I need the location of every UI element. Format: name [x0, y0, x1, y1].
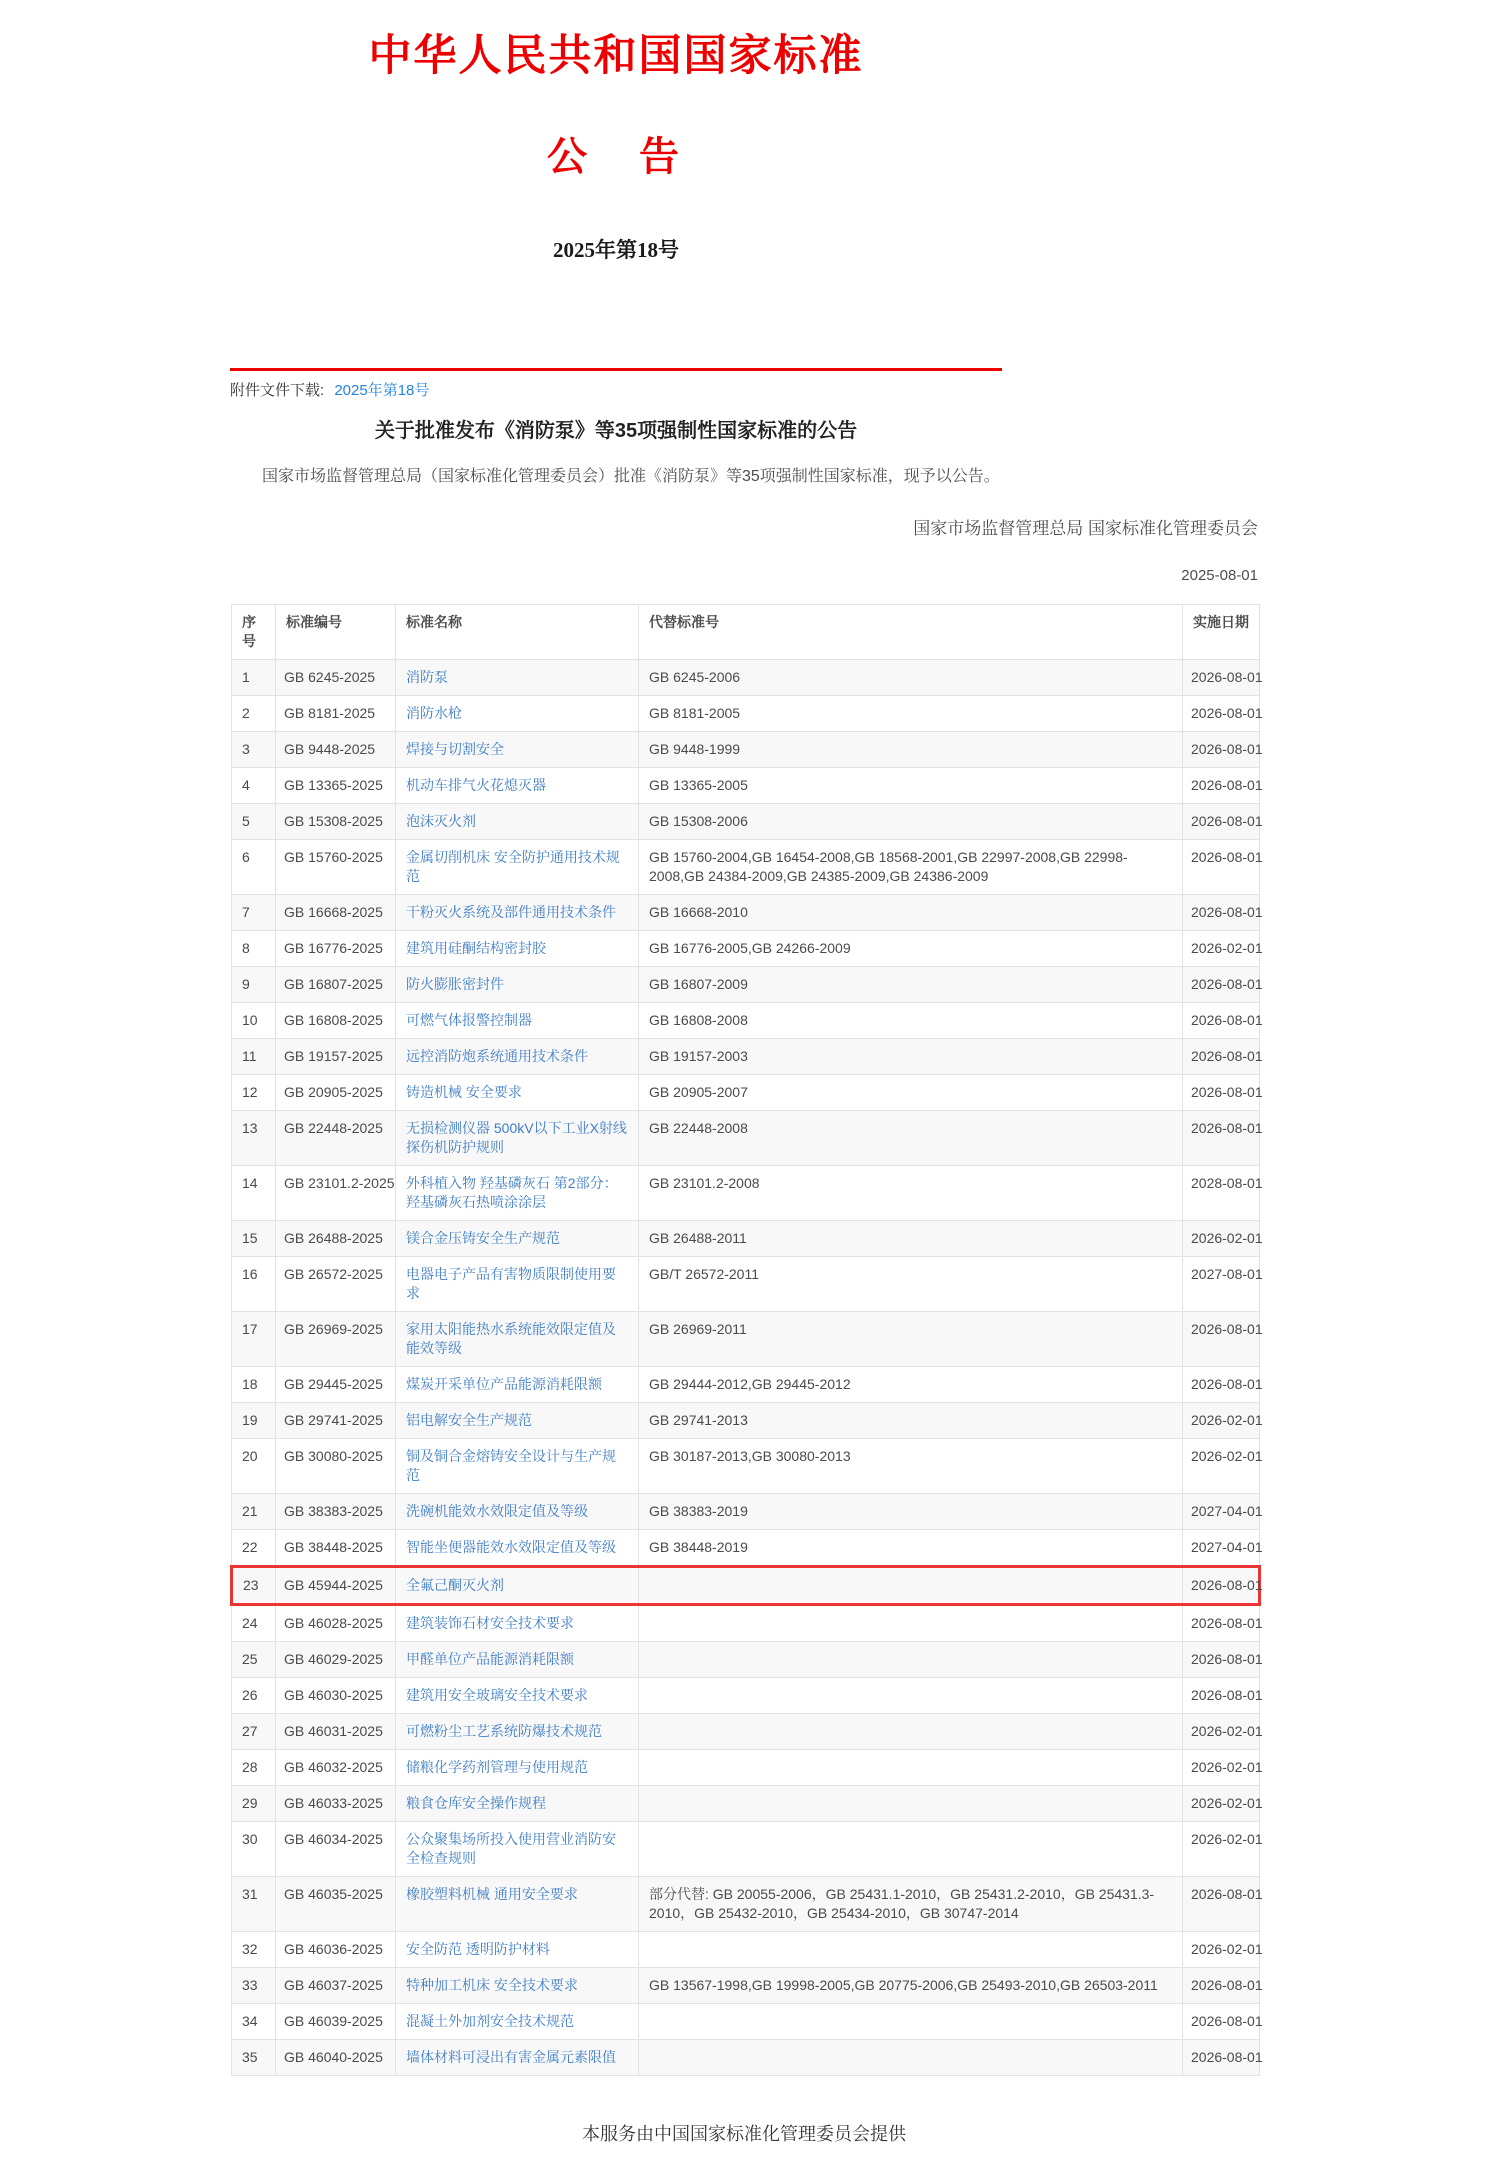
row-standard-code: GB 13365-2025: [276, 768, 396, 804]
row-implementation-date: 2026-08-01: [1183, 1039, 1260, 1075]
col-header-replaces: 代替标准号: [639, 605, 1183, 660]
notice-body: 国家市场监督管理总局（国家标准化管理委员会）批准《消防泵》等35项强制性国家标准，现予以公告。: [262, 468, 1000, 485]
red-divider: [230, 368, 1002, 371]
table-row: [232, 1822, 1260, 1877]
footer-note: 本服务由中国国家标准化管理委员会提供: [582, 2124, 906, 2144]
row-standard-name: [396, 1075, 639, 1111]
row-replaced-standards: GB 15308-2006: [639, 804, 1183, 840]
table-row: [232, 1367, 1260, 1403]
row-seq: 12: [232, 1075, 276, 1111]
row-implementation-date: 2026-08-01: [1183, 1111, 1260, 1166]
row-implementation-date: 2026-02-01: [1183, 1750, 1260, 1786]
row-standard-name: [396, 1039, 639, 1075]
issue-number: 2025年第18号: [553, 238, 679, 262]
table-row: [232, 1567, 1260, 1605]
row-replaced-standards: GB 38448-2019: [639, 1530, 1183, 1567]
standard-name-link[interactable]: 防火膨胀密封件: [406, 976, 504, 992]
table-row: [232, 931, 1260, 967]
standard-name-link[interactable]: 干粉灭火系统及部件通用技术条件: [406, 904, 616, 920]
standard-name-link[interactable]: 安全防范 透明防护材料: [406, 1941, 550, 1957]
standard-name-link[interactable]: 墙体材料可浸出有害金属元素限值: [406, 2049, 616, 2065]
col-header-seq: 序号: [232, 605, 276, 660]
row-replaced-standards: [639, 1678, 1183, 1714]
row-seq: 2: [232, 696, 276, 732]
row-replaced-standards: GB 29444-2012,GB 29445-2012: [639, 1367, 1183, 1403]
row-standard-code: GB 16776-2025: [276, 931, 396, 967]
row-seq: 22: [232, 1530, 276, 1567]
col-header-code: 标准编号: [276, 605, 396, 660]
row-standard-code: GB 8181-2025: [276, 696, 396, 732]
col-header-date: 实施日期: [1183, 605, 1260, 660]
standard-name-link[interactable]: 特种加工机床 安全技术要求: [406, 1977, 578, 1993]
row-replaced-standards: GB 16668-2010: [639, 895, 1183, 931]
row-standard-code: GB 46039-2025: [276, 2004, 396, 2040]
row-standard-name: [396, 1403, 639, 1439]
standard-name-link[interactable]: 金属切削机床 安全防护通用技术规范: [406, 849, 620, 884]
standard-name-link[interactable]: 镁合金压铸安全生产规范: [406, 1230, 560, 1246]
row-standard-code: GB 46036-2025: [276, 1932, 396, 1968]
row-implementation-date: 2026-08-01: [1183, 1003, 1260, 1039]
row-replaced-standards: GB 8181-2005: [639, 696, 1183, 732]
row-replaced-standards: GB 16807-2009: [639, 967, 1183, 1003]
row-standard-name: [396, 1111, 639, 1166]
row-standard-code: GB 46040-2025: [276, 2040, 396, 2076]
row-replaced-standards: GB 22448-2008: [639, 1111, 1183, 1166]
row-standard-name: [396, 804, 639, 840]
row-replaced-standards: [639, 1567, 1183, 1605]
row-seq: 32: [232, 1932, 276, 1968]
table-row: [232, 1530, 1260, 1567]
table-row: [232, 1439, 1260, 1494]
row-seq: 4: [232, 768, 276, 804]
row-implementation-date: 2026-02-01: [1183, 1714, 1260, 1750]
row-implementation-date: 2026-08-01: [1183, 967, 1260, 1003]
row-implementation-date: 2026-08-01: [1183, 2040, 1260, 2076]
table-row: [232, 1678, 1260, 1714]
row-standard-code: GB 38448-2025: [276, 1530, 396, 1567]
row-implementation-date: 2026-08-01: [1183, 895, 1260, 931]
row-implementation-date: 2026-08-01: [1183, 768, 1260, 804]
row-implementation-date: 2026-02-01: [1183, 1403, 1260, 1439]
row-standard-code: GB 22448-2025: [276, 1111, 396, 1166]
row-replaced-standards: [639, 1786, 1183, 1822]
table-row: [232, 1494, 1260, 1530]
row-standard-name: [396, 1439, 639, 1494]
standard-name-link[interactable]: 建筑用硅酮结构密封胶: [406, 940, 546, 956]
row-standard-name: [396, 1678, 639, 1714]
standard-name-link[interactable]: 橡胶塑料机械 通用安全要求: [406, 1886, 578, 1902]
table-row: [232, 1403, 1260, 1439]
table-row: [232, 1642, 1260, 1678]
issuer-signature: 国家市场监督管理总局 国家标准化管理委员会: [913, 519, 1258, 538]
row-standard-name: [396, 1003, 639, 1039]
row-implementation-date: 2026-08-01: [1183, 1567, 1260, 1605]
row-standard-name: [396, 2004, 639, 2040]
row-seq: 5: [232, 804, 276, 840]
table-row: [232, 804, 1260, 840]
row-standard-code: GB 6245-2025: [276, 660, 396, 696]
standard-name-link[interactable]: 消防泵: [406, 669, 448, 685]
row-replaced-standards: GB 13567-1998,GB 19998-2005,GB 20775-2006,GB 25493-2010,GB 26503-2011: [639, 1968, 1183, 2004]
row-replaced-standards: GB 6245-2006: [639, 660, 1183, 696]
table-row: [232, 2004, 1260, 2040]
row-standard-code: GB 23101.2-2025: [276, 1166, 396, 1221]
row-standard-code: GB 16808-2025: [276, 1003, 396, 1039]
row-seq: 9: [232, 967, 276, 1003]
row-standard-code: GB 45944-2025: [276, 1567, 396, 1605]
row-seq: 3: [232, 732, 276, 768]
table-row: [232, 895, 1260, 931]
row-seq: 15: [232, 1221, 276, 1257]
row-seq: 10: [232, 1003, 276, 1039]
row-standard-code: GB 46033-2025: [276, 1786, 396, 1822]
row-standard-name: [396, 696, 639, 732]
standard-name-link[interactable]: 焊接与切割安全: [406, 741, 504, 757]
row-standard-name: [396, 768, 639, 804]
table-row: [232, 1075, 1260, 1111]
row-replaced-standards: GB 19157-2003: [639, 1039, 1183, 1075]
row-seq: 31: [232, 1877, 276, 1932]
standard-name-link[interactable]: 铸造机械 安全要求: [406, 1084, 522, 1100]
row-standard-code: GB 46031-2025: [276, 1714, 396, 1750]
row-standard-code: GB 46037-2025: [276, 1968, 396, 2004]
table-header-row: [232, 605, 1260, 660]
row-replaced-standards: GB 13365-2005: [639, 768, 1183, 804]
row-implementation-date: 2026-08-01: [1183, 1312, 1260, 1367]
attachment-label: 附件文件下载:: [230, 382, 325, 399]
table-row: [232, 732, 1260, 768]
row-standard-name: [396, 1166, 639, 1221]
row-replaced-standards: GB 20905-2007: [639, 1075, 1183, 1111]
standard-name-link[interactable]: 建筑用安全玻璃安全技术要求: [406, 1687, 588, 1703]
standard-name-link[interactable]: 泡沫灭火剂: [406, 813, 476, 829]
row-standard-code: GB 26969-2025: [276, 1312, 396, 1367]
row-replaced-standards: GB 16808-2008: [639, 1003, 1183, 1039]
row-seq: 19: [232, 1403, 276, 1439]
row-standard-name: [396, 1968, 639, 2004]
row-implementation-date: 2026-08-01: [1183, 660, 1260, 696]
row-standard-name: [396, 1494, 639, 1530]
row-implementation-date: 2026-08-01: [1183, 1642, 1260, 1678]
row-replaced-standards: [639, 2040, 1183, 2076]
row-standard-name: [396, 931, 639, 967]
table-row: [232, 1257, 1260, 1312]
standard-name-link[interactable]: 建筑装饰石材安全技术要求: [406, 1615, 574, 1631]
col-header-name: 标准名称: [396, 605, 639, 660]
row-implementation-date: 2026-08-01: [1183, 1367, 1260, 1403]
standard-name-link[interactable]: 电器电子产品有害物质限制使用要求: [406, 1266, 616, 1301]
page-title: 中华人民共和国国家标准: [368, 33, 864, 80]
row-standard-name: [396, 1312, 639, 1367]
table-row: [232, 660, 1260, 696]
row-standard-code: GB 15308-2025: [276, 804, 396, 840]
row-replaced-standards: GB 38383-2019: [639, 1494, 1183, 1530]
row-replaced-standards: GB 30187-2013,GB 30080-2013: [639, 1439, 1183, 1494]
row-standard-code: GB 30080-2025: [276, 1439, 396, 1494]
table-row: [232, 2040, 1260, 2076]
row-seq: 1: [232, 660, 276, 696]
row-replaced-standards: GB 26488-2011: [639, 1221, 1183, 1257]
attachment-row: [230, 379, 1002, 400]
row-standard-name: [396, 1367, 639, 1403]
attachment-link[interactable]: 2025年第18号: [334, 382, 430, 399]
table-row: [232, 1714, 1260, 1750]
row-implementation-date: 2026-02-01: [1183, 1439, 1260, 1494]
row-replaced-standards: 部分代替: GB 20055-2006，GB 25431.1-2010，GB 25431.2-2010，GB 25431.3-2010，GB 25432-2010，GB 25434-2010，GB 30747-2014: [639, 1877, 1183, 1932]
standard-name-link[interactable]: 粮食仓库安全操作规程: [406, 1795, 546, 1811]
table-row: [232, 1877, 1260, 1932]
notice-title: 关于批准发布《消防泵》等35项强制性国家标准的公告: [374, 420, 858, 442]
standard-name-link[interactable]: 可燃气体报警控制器: [406, 1012, 532, 1028]
row-standard-code: GB 19157-2025: [276, 1039, 396, 1075]
table-row: [232, 768, 1260, 804]
row-replaced-standards: [639, 1822, 1183, 1877]
row-seq: 6: [232, 840, 276, 895]
standard-name-link[interactable]: 洗碗机能效水效限定值及等级: [406, 1503, 588, 1519]
table-row: [232, 1750, 1260, 1786]
row-implementation-date: 2026-08-01: [1183, 696, 1260, 732]
row-seq: 18: [232, 1367, 276, 1403]
row-replaced-standards: GB 23101.2-2008: [639, 1166, 1183, 1221]
row-standard-code: GB 9448-2025: [276, 732, 396, 768]
standards-table: [230, 604, 1261, 2076]
standard-name-link[interactable]: 储粮化学药剂管理与使用规范: [406, 1759, 588, 1775]
row-standard-code: GB 20905-2025: [276, 1075, 396, 1111]
row-standard-name: [396, 660, 639, 696]
row-seq: 26: [232, 1678, 276, 1714]
row-replaced-standards: GB 16776-2005,GB 24266-2009: [639, 931, 1183, 967]
row-implementation-date: 2026-08-01: [1183, 1968, 1260, 2004]
row-standard-name: [396, 1786, 639, 1822]
row-standard-code: GB 46034-2025: [276, 1822, 396, 1877]
row-replaced-standards: [639, 1932, 1183, 1968]
table-row: [232, 696, 1260, 732]
row-seq: 30: [232, 1822, 276, 1877]
row-seq: 23: [232, 1567, 276, 1605]
row-seq: 34: [232, 2004, 276, 2040]
row-implementation-date: 2026-02-01: [1183, 1822, 1260, 1877]
standard-name-link[interactable]: 甲醛单位产品能源消耗限额: [406, 1651, 574, 1667]
row-seq: 25: [232, 1642, 276, 1678]
row-implementation-date: 2026-08-01: [1183, 1678, 1260, 1714]
row-standard-name: [396, 1221, 639, 1257]
row-seq: 20: [232, 1439, 276, 1494]
row-standard-name: [396, 1567, 639, 1605]
row-standard-code: GB 46030-2025: [276, 1678, 396, 1714]
table-row: [232, 1312, 1260, 1367]
standard-name-link[interactable]: 外科植入物 羟基磷灰石 第2部分：羟基磷灰石热喷涂涂层: [406, 1175, 618, 1210]
row-implementation-date: 2026-02-01: [1183, 1786, 1260, 1822]
table-row: [232, 1932, 1260, 1968]
row-standard-code: GB 29445-2025: [276, 1367, 396, 1403]
row-standard-name: [396, 2040, 639, 2076]
row-implementation-date: 2026-02-01: [1183, 1221, 1260, 1257]
row-seq: 33: [232, 1968, 276, 2004]
row-seq: 27: [232, 1714, 276, 1750]
row-standard-code: GB 46028-2025: [276, 1605, 396, 1642]
table-row: [232, 1003, 1260, 1039]
row-standard-code: GB 26488-2025: [276, 1221, 396, 1257]
table-row: [232, 967, 1260, 1003]
row-replaced-standards: [639, 1642, 1183, 1678]
row-replaced-standards: [639, 2004, 1183, 2040]
row-standard-code: GB 46032-2025: [276, 1750, 396, 1786]
standard-name-link[interactable]: 远控消防炮系统通用技术条件: [406, 1048, 588, 1064]
row-standard-code: GB 46035-2025: [276, 1877, 396, 1932]
row-seq: 14: [232, 1166, 276, 1221]
row-seq: 13: [232, 1111, 276, 1166]
row-standard-name: [396, 1877, 639, 1932]
standard-name-link[interactable]: 消防水枪: [406, 705, 462, 721]
row-standard-code: GB 29741-2025: [276, 1403, 396, 1439]
table-row: [232, 1786, 1260, 1822]
row-standard-name: [396, 1714, 639, 1750]
row-replaced-standards: GB/T 26572-2011: [639, 1257, 1183, 1312]
row-standard-code: GB 15760-2025: [276, 840, 396, 895]
row-replaced-standards: GB 26969-2011: [639, 1312, 1183, 1367]
row-standard-code: GB 46029-2025: [276, 1642, 396, 1678]
table-row: [232, 1968, 1260, 2004]
row-implementation-date: 2027-08-01: [1183, 1257, 1260, 1312]
row-seq: 35: [232, 2040, 276, 2076]
row-standard-name: [396, 1822, 639, 1877]
standard-name-link[interactable]: 智能坐便器能效水效限定值及等级: [406, 1539, 616, 1555]
row-implementation-date: 2026-08-01: [1183, 1877, 1260, 1932]
standard-name-link[interactable]: 铝电解安全生产规范: [406, 1412, 532, 1428]
row-standard-name: [396, 967, 639, 1003]
row-implementation-date: 2026-08-01: [1183, 804, 1260, 840]
page-subtitle: 公 告: [547, 134, 685, 179]
standard-name-link[interactable]: 无损检测仪器 500kV以下工业X射线探伤机防护规则: [406, 1120, 627, 1155]
row-implementation-date: 2026-08-01: [1183, 1075, 1260, 1111]
publish-date: 2025-08-01: [1181, 567, 1258, 584]
row-implementation-date: 2026-08-01: [1183, 732, 1260, 768]
row-standard-name: [396, 895, 639, 931]
row-seq: 7: [232, 895, 276, 931]
row-standard-code: GB 26572-2025: [276, 1257, 396, 1312]
row-replaced-standards: GB 29741-2013: [639, 1403, 1183, 1439]
row-implementation-date: 2027-04-01: [1183, 1530, 1260, 1567]
row-seq: 16: [232, 1257, 276, 1312]
row-standard-code: GB 38383-2025: [276, 1494, 396, 1530]
table-row: [232, 1166, 1260, 1221]
row-standard-name: [396, 1257, 639, 1312]
row-implementation-date: 2026-02-01: [1183, 1932, 1260, 1968]
row-standard-name: [396, 1605, 639, 1642]
row-standard-name: [396, 1932, 639, 1968]
table-row: [232, 1605, 1260, 1642]
row-standard-name: [396, 1642, 639, 1678]
standard-name-link[interactable]: 可燃粉尘工艺系统防爆技术规范: [406, 1723, 602, 1739]
row-replaced-standards: [639, 1750, 1183, 1786]
standard-name-link[interactable]: 机动车排气火花熄灭器: [406, 777, 546, 793]
standard-name-link[interactable]: 煤炭开采单位产品能源消耗限额: [406, 1376, 602, 1392]
row-standard-name: [396, 1530, 639, 1567]
standard-name-link[interactable]: 公众聚集场所投入使用营业消防安全检查规则: [406, 1831, 616, 1866]
row-replaced-standards: GB 15760-2004,GB 16454-2008,GB 18568-2001,GB 22997-2008,GB 22998-2008,GB 24384-2009,GB 24385-2009,GB 24386-2009: [639, 840, 1183, 895]
row-implementation-date: 2027-04-01: [1183, 1494, 1260, 1530]
row-standard-name: [396, 732, 639, 768]
standard-name-link[interactable]: 家用太阳能热水系统能效限定值及能效等级: [406, 1321, 616, 1356]
row-implementation-date: 2026-08-01: [1183, 840, 1260, 895]
standard-name-link[interactable]: 混凝土外加剂安全技术规范: [406, 2013, 574, 2029]
row-seq: 28: [232, 1750, 276, 1786]
header-block: [230, 20, 1002, 400]
row-standard-name: [396, 1750, 639, 1786]
table-row: [232, 1221, 1260, 1257]
table-row: [232, 840, 1260, 895]
row-seq: 8: [232, 931, 276, 967]
row-implementation-date: 2026-08-01: [1183, 1605, 1260, 1642]
row-standard-code: GB 16668-2025: [276, 895, 396, 931]
row-seq: 21: [232, 1494, 276, 1530]
row-replaced-standards: [639, 1605, 1183, 1642]
table-row: [232, 1039, 1260, 1075]
row-seq: 24: [232, 1605, 276, 1642]
row-implementation-date: 2026-08-01: [1183, 2004, 1260, 2040]
standard-name-link[interactable]: 全氟己酮灭火剂: [406, 1577, 504, 1593]
row-replaced-standards: GB 9448-1999: [639, 732, 1183, 768]
row-seq: 17: [232, 1312, 276, 1367]
row-standard-name: [396, 840, 639, 895]
row-replaced-standards: [639, 1714, 1183, 1750]
row-seq: 11: [232, 1039, 276, 1075]
row-implementation-date: 2028-08-01: [1183, 1166, 1260, 1221]
row-standard-code: GB 16807-2025: [276, 967, 396, 1003]
standard-name-link[interactable]: 铜及铜合金熔铸安全设计与生产规范: [406, 1448, 616, 1483]
row-implementation-date: 2026-02-01: [1183, 931, 1260, 967]
table-row: [232, 1111, 1260, 1166]
row-seq: 29: [232, 1786, 276, 1822]
